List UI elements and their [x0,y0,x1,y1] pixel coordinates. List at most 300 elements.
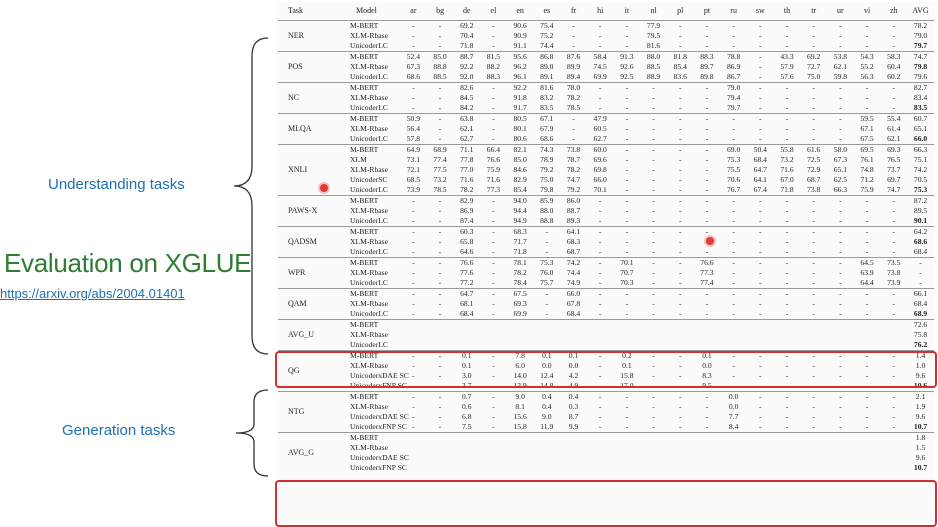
score-cell: - [587,351,614,362]
score-cell: - [865,206,869,215]
understanding-tasks-label: Understanding tasks [48,176,185,193]
score-cell: - [678,381,682,390]
score-cell: 79.0 [720,83,747,94]
score-cell: 68.4 [913,247,928,256]
score-cell: - [400,351,427,362]
score-cell: - [694,196,721,207]
model-name-cell: M-BERT [330,289,400,300]
score-cell: - [759,381,762,390]
table-row [278,289,934,300]
score-cell: 86.0 [560,196,587,207]
score-cell: - [694,227,721,238]
score-cell: - [785,361,789,370]
score-cell: - [705,206,709,215]
score-cell: - [400,83,427,94]
score-cell: - [625,206,629,215]
score-cell: 80.5 [507,114,534,125]
score-cell: - [919,268,922,277]
score-cell: - [492,103,495,112]
score-cell: - [732,278,735,287]
table-row [278,62,934,72]
score-cell: - [412,299,415,308]
score-cell: - [598,278,602,287]
score-cell: 79.6 [913,72,928,81]
score-cell: 79.7 [726,103,741,112]
score-cell: - [667,289,694,300]
score-cell: 88.0 [640,52,667,63]
score-cell: 88.3 [694,52,721,63]
score-cell [667,433,694,444]
score-cell: 81.5 [480,52,507,63]
score-cell: 0.4 [533,392,560,403]
score-cell: 62.1 [833,62,848,71]
score-cell: - [892,299,896,308]
score-cell: - [720,227,747,238]
score-cell: 68.6 [540,134,554,143]
score-cell: 68.3 [507,227,534,238]
score-cell: 72.6 [907,320,934,331]
score-cell [720,463,747,473]
score-cell [507,320,534,331]
score-cell: 94.4 [513,206,527,215]
column-header: sw [755,6,765,15]
score-cell [747,443,774,453]
score-cell: - [800,258,827,269]
score-cell: - [812,402,815,411]
score-cell: 88.2 [486,62,501,71]
score-cell [694,453,721,463]
score-cell: - [759,361,762,370]
score-cell: 43.3 [774,52,801,63]
score-cell: - [598,371,602,380]
score-cell: - [759,247,762,256]
score-cell: 66.1 [907,289,934,300]
score-cell: - [412,361,415,370]
score-cell: - [759,422,762,431]
score-cell: 95.6 [507,52,534,63]
score-cell: - [892,206,896,215]
score-cell: 64.7 [453,289,480,300]
score-cell: - [492,309,495,318]
score-cell: - [412,412,415,421]
score-cell [774,443,801,453]
score-cell: - [774,83,801,94]
score-cell: - [759,134,762,143]
score-cell: 89.5 [913,206,928,215]
score-cell: - [492,412,495,421]
score-cell: - [705,93,709,102]
score-cell: 64.7 [753,165,767,174]
score-cell: - [625,31,629,40]
column-header: en [516,6,524,15]
score-cell: - [640,227,667,238]
score-cell: 0.6 [462,402,472,411]
task-name-cell: NER [278,21,330,52]
score-cell: - [625,422,629,431]
score-cell [400,433,427,444]
score-cell: 83.6 [673,72,687,81]
score-cell: - [438,361,442,370]
score-cell: - [759,237,762,246]
score-cell: 83.5 [913,103,928,112]
score-cell: - [812,422,815,431]
score-cell: 88.8 [433,62,447,71]
score-cell: 71.7 [513,237,527,246]
score-cell: 74.2 [560,258,587,269]
score-cell: 66.3 [833,185,848,194]
score-cell [507,340,534,351]
score-cell: 79.2 [540,165,554,174]
score-cell: 78.2 [566,93,581,102]
score-cell: - [678,155,682,164]
score-cell: - [667,227,694,238]
score-cell: - [705,216,709,225]
score-cell: 69.9 [593,72,607,81]
score-cell: - [652,309,655,318]
model-name-cell: UnicoderLC [350,41,388,50]
results-table [278,2,934,473]
model-name-cell: M-BERT [330,114,400,125]
column-header: it [624,6,630,15]
score-cell: 64.1 [560,227,587,238]
score-cell: 88.3 [486,72,501,81]
score-cell: 90.1 [913,216,928,225]
score-cell: 9.6 [915,412,926,421]
score-cell [880,330,907,340]
score-cell: 88.5 [646,62,661,71]
table-row [278,175,934,185]
score-cell: 68.4 [753,155,767,164]
score-cell: 73.9 [887,278,901,287]
model-name-cell: UnicoderLC [350,309,388,318]
score-cell: - [587,21,614,32]
score-cell: 10.7 [913,463,928,472]
model-name-cell: M-BERT [330,351,400,362]
score-cell: - [839,422,842,431]
score-cell: 67.1 [860,124,874,133]
score-cell: - [652,175,655,184]
score-cell: 70.3 [620,278,634,287]
score-cell: - [400,196,427,207]
score-cell: 73.8 [807,185,821,194]
score-cell: 76.1 [860,155,874,164]
score-cell: - [759,278,762,287]
score-cell [800,433,827,444]
score-cell: 67.1 [533,114,560,125]
model-name-cell: XLM-Rbase [350,361,388,370]
score-cell: - [919,278,922,287]
score-cell: 1.8 [907,433,934,444]
score-cell: - [759,216,762,225]
score-cell: - [854,351,881,362]
table-row [278,443,934,453]
score-cell: - [705,165,709,174]
score-cell: 74.8 [860,165,874,174]
score-cell [453,463,480,473]
score-cell: - [652,165,655,174]
score-cell: 69.3 [513,299,527,308]
score-cell: - [892,103,896,112]
score-cell: 77.9 [640,21,667,32]
score-cell: - [678,371,682,380]
score-cell: - [892,237,896,246]
score-cell: - [785,412,789,421]
task-name-cell: PAWS-X [278,196,330,227]
score-cell [854,453,881,463]
score-cell: - [865,412,869,421]
score-cell: - [785,237,789,246]
score-cell: - [480,392,507,403]
score-cell [827,453,854,463]
score-cell: - [812,268,815,277]
score-cell: 71.2 [860,175,874,184]
score-cell: 0.1 [462,361,472,370]
score-cell: - [800,83,827,94]
score-cell: 94.0 [507,196,534,207]
score-cell [774,463,801,473]
score-cell: - [667,392,694,403]
column-header: Task [288,6,303,15]
score-cell [667,320,694,331]
score-cell: 57.8 [406,134,421,143]
score-cell: 89.4 [566,72,581,81]
score-cell: - [678,41,682,50]
score-cell [560,433,587,444]
model-name-cell: M-BERT [330,21,400,32]
score-cell [694,330,721,340]
score-cell: - [732,247,735,256]
score-cell: 88.8 [540,216,554,225]
score-cell: - [614,196,641,207]
score-cell: 59.8 [833,72,848,81]
score-cell: 71.8 [460,41,474,50]
score-cell: 60.2 [887,72,901,81]
score-cell: - [800,114,827,125]
score-cell [640,463,667,473]
score-cell: - [880,83,907,94]
score-cell [720,320,747,331]
score-cell: - [678,206,682,215]
score-cell: - [587,83,614,94]
score-cell: 89.9 [566,62,581,71]
score-cell [560,320,587,331]
score-cell: - [812,41,815,50]
score-cell [827,463,854,473]
score-cell: - [747,83,774,94]
score-cell: - [652,206,655,215]
score-cell: 84.2 [460,103,474,112]
score-cell: - [732,134,735,143]
score-cell: - [427,258,454,269]
score-cell: - [480,83,507,94]
score-cell: 79.8 [913,62,928,71]
score-cell: - [492,278,495,287]
score-cell: 66.4 [480,145,507,156]
score-cell: 4.9 [568,381,579,390]
score-cell: - [427,392,454,403]
score-cell: - [492,93,495,102]
score-cell: - [438,402,442,411]
score-cell: - [678,31,682,40]
score-cell [453,453,480,463]
score-cell: 71.8 [780,185,794,194]
column-header: es [543,6,551,15]
score-cell: 58.4 [587,52,614,63]
score-cell: - [774,392,801,403]
slide-left-panel [0,0,270,525]
score-cell: - [438,268,442,277]
score-cell: 76.0 [540,268,554,277]
score-cell: - [678,247,682,256]
score-cell [667,340,694,351]
table-row [278,422,934,433]
model-name-cell: XLM-Rbase [350,330,388,339]
score-cell: 73.8 [887,268,901,277]
score-cell: 74.7 [907,52,934,63]
score-cell [854,443,881,453]
score-cell: - [694,83,721,94]
table-row [278,134,934,145]
score-cell: - [720,114,747,125]
score-cell: 74.4 [540,41,554,50]
column-header: Model [356,6,377,15]
column-header: fr [570,6,577,15]
score-cell: 69.9 [513,309,527,318]
column-header: th [783,6,791,15]
score-cell: 64.4 [860,278,874,287]
score-cell [427,443,454,453]
model-name-cell: UnicoderxDAE SC [350,453,409,462]
score-cell: - [839,299,842,308]
paper-link[interactable]: https://arxiv.org/abs/2004.01401 [0,286,185,301]
score-cell: 78.7 [566,155,581,164]
score-cell: - [572,31,575,40]
score-cell: - [774,196,801,207]
score-cell: 84.5 [460,93,474,102]
score-cell: - [438,371,442,380]
score-cell: 91.7 [513,103,527,112]
score-cell: - [545,237,549,246]
score-cell: 78.5 [566,103,581,112]
score-cell: - [747,114,774,125]
model-name-cell: XLM-Rbase [350,62,388,71]
score-cell: - [785,31,789,40]
score-cell: 73.2 [433,175,447,184]
score-cell: - [732,299,735,308]
model-name-cell: XLM-Rbase [350,93,388,102]
score-cell: - [774,258,801,269]
results-table-panel [278,2,934,523]
score-cell: - [839,134,842,143]
score-cell [800,463,827,473]
score-cell: - [785,381,789,390]
score-cell: - [705,31,709,40]
score-cell: 0.0 [720,392,747,403]
score-cell: - [492,381,495,390]
score-cell: 78.2 [460,185,474,194]
score-cell: - [785,41,789,50]
score-cell: - [640,145,667,156]
score-cell [640,340,667,351]
score-cell: 73.2 [780,155,794,164]
score-cell: 81.6 [533,83,560,94]
score-cell: - [492,371,495,380]
score-cell: - [865,381,869,390]
score-cell: 89.0 [540,62,554,71]
table-row [278,247,934,258]
score-cell: 88.7 [453,52,480,63]
score-cell: 78.1 [507,258,534,269]
score-cell: 7.8 [507,351,534,362]
score-cell [480,320,507,331]
score-cell: 60.3 [453,227,480,238]
score-cell: 77.3 [486,185,501,194]
score-cell [800,320,827,331]
score-cell: 61.4 [887,124,901,133]
score-cell: - [625,175,629,184]
score-cell: 86.8 [533,52,560,63]
score-cell [854,320,881,331]
score-cell: 94.9 [513,216,527,225]
score-cell: 8.7 [568,412,579,421]
score-cell: - [427,196,454,207]
score-cell: - [732,31,735,40]
score-cell: - [412,237,415,246]
score-cell: 1.9 [915,402,926,411]
score-cell: - [839,31,842,40]
score-cell: - [759,31,762,40]
score-cell: 14.0 [513,371,527,380]
score-cell: - [652,371,655,380]
score-cell: - [865,247,869,256]
score-cell: - [400,227,427,238]
score-cell: 88.7 [566,206,581,215]
score-cell: - [438,299,442,308]
table-row [278,52,934,63]
score-cell: - [865,93,869,102]
score-cell: - [598,422,602,431]
score-cell: - [625,309,629,318]
score-cell [854,330,881,340]
score-cell [614,453,641,463]
score-cell: - [480,227,507,238]
score-cell [774,330,801,340]
score-cell: - [598,206,602,215]
score-cell: - [880,392,907,403]
table-row [278,72,934,83]
score-cell: 50.4 [747,145,774,156]
score-cell: 72.7 [807,62,821,71]
score-cell: 64.6 [460,247,474,256]
score-cell [827,320,854,331]
score-cell [800,340,827,351]
score-cell: - [678,299,682,308]
score-cell [614,330,641,340]
score-cell: 0.3 [568,402,579,411]
score-cell: - [839,206,842,215]
score-cell: 91.1 [513,41,527,50]
score-cell: 83.2 [540,93,554,102]
score-cell: 66.0 [593,175,607,184]
model-name-cell: XLM-Rbase [350,124,388,133]
score-cell: - [533,227,560,238]
task-name-cell: NTG [278,392,330,433]
score-cell [694,433,721,444]
score-cell: - [694,392,721,403]
model-name-cell: M-BERT [330,145,400,156]
score-cell: - [492,124,495,133]
score-cell: 75.9 [486,165,501,174]
